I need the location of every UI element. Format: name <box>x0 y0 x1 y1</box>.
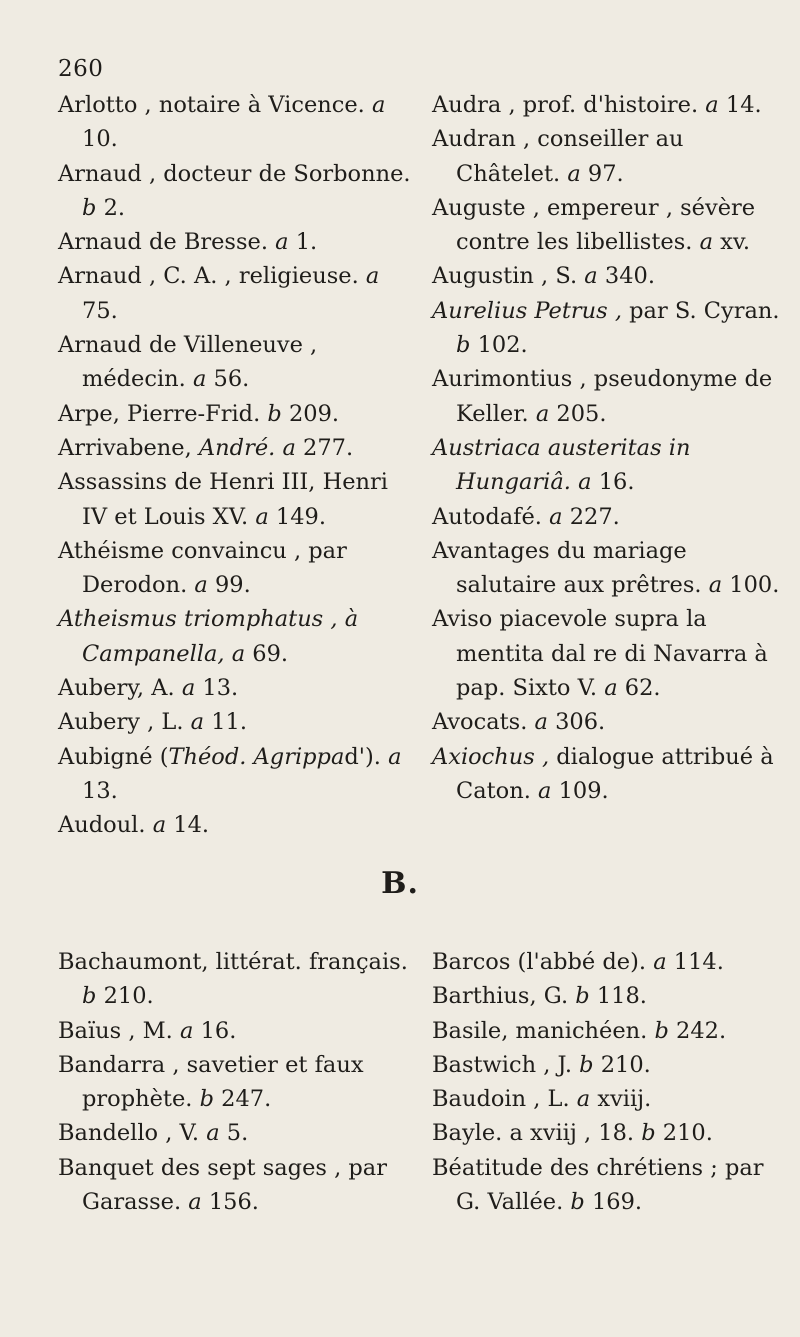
index-entry: Arnaud de Bresse. a 1. <box>58 229 318 256</box>
index-entry: Arrivabene, André. a 277. <box>58 434 354 461</box>
index-entry: Arpe, Pierre-Frid. b 209. <box>58 400 340 427</box>
index-entry: Auguste , empereur , sévère contre les libellistes. a xv. <box>432 194 756 256</box>
index-entry: Bandello , V. a 5. <box>58 1120 249 1147</box>
index-entry: Avocats. a 306. <box>432 709 606 736</box>
index-entry: Atheismus triomphatus , à Campanella, a 69. <box>58 606 359 667</box>
index-entry: Athéisme convaincu , par Derodon. a 99. <box>58 537 347 599</box>
index-entry: Arnaud de Villeneuve , médecin. a 56. <box>58 332 318 393</box>
index-entry: Audra , prof. d'histoire. a 14. <box>432 92 762 118</box>
index-entry: Bayle. a xviij , 18. b 210. <box>432 1120 713 1147</box>
index-entry: Autodafé. a 227. <box>432 503 620 530</box>
index-entry: Aviso piacevole supra la mentita dal re di Navarra à pap. Sixto V. a 62. <box>432 606 768 702</box>
index-entry: Barcos (l'abbé de). a 114. <box>432 949 724 975</box>
index-entry: Assassins de Henri III, Henri IV et Louis XV. a 149. <box>58 469 388 530</box>
section-letter-heading: B. <box>381 866 419 901</box>
index-entry: Bastwich , J. b 210. <box>432 1051 651 1078</box>
index-entry: Augustin , S. a 340. <box>432 263 655 290</box>
index-entry: Axiochus , dialogue attribué à Caton. a 109. <box>432 743 774 804</box>
index-column-right-a <box>432 88 790 808</box>
index-entry: Béatitude des chrétiens ; par G. Vallée. b 169. <box>432 1154 764 1216</box>
index-entry: Barthius, G. b 118. <box>432 983 647 1010</box>
index-entry: Aubigné (Théod. Agrippad'). a 13. <box>58 743 402 804</box>
index-entry: Arnaud , C. A. , religieuse. a 75. <box>58 263 380 324</box>
index-entry: Bachaumont, littérat. français. b 210. <box>58 949 408 1010</box>
index-column-right-b <box>432 945 790 1219</box>
index-entry: Baïus , M. a 16. <box>58 1017 237 1044</box>
index-entry: Baudoin , L. a xviij. <box>432 1086 652 1113</box>
index-entry: Aubery, A. a 13. <box>58 675 239 702</box>
page-number: 260 <box>58 56 104 82</box>
index-entry: Banquet des sept sages , par Garasse. a 156. <box>58 1154 387 1216</box>
index-entry: Audoul. a 14. <box>58 812 210 839</box>
index-entry: Arnaud , docteur de Sorbonne. b 2. <box>58 160 411 221</box>
index-entry: Audran , conseiller au Châtelet. a 97. <box>432 126 684 187</box>
index-entry: Bandarra , savetier et faux prophète. b 247. <box>58 1051 364 1113</box>
index-column-left-b <box>58 945 416 1219</box>
index-entry: Basile, manichéen. b 242. <box>432 1017 727 1044</box>
index-entry: Aubery , L. a 11. <box>58 709 248 736</box>
index-entry: Arlotto , notaire à Vicence. a 10. <box>58 92 386 153</box>
index-entry: Aurimontius , pseudonyme de Keller. a 205. <box>432 366 773 427</box>
index-entry: Aurelius Petrus , par S. Cyran. b 102. <box>432 297 780 359</box>
index-entry: Austriaca austeritas in Hungariâ. a 16. <box>432 434 691 496</box>
index-column-left-a <box>58 88 416 843</box>
index-entry: Avantages du mariage salutaire aux prêtres. a 100. <box>432 537 780 599</box>
